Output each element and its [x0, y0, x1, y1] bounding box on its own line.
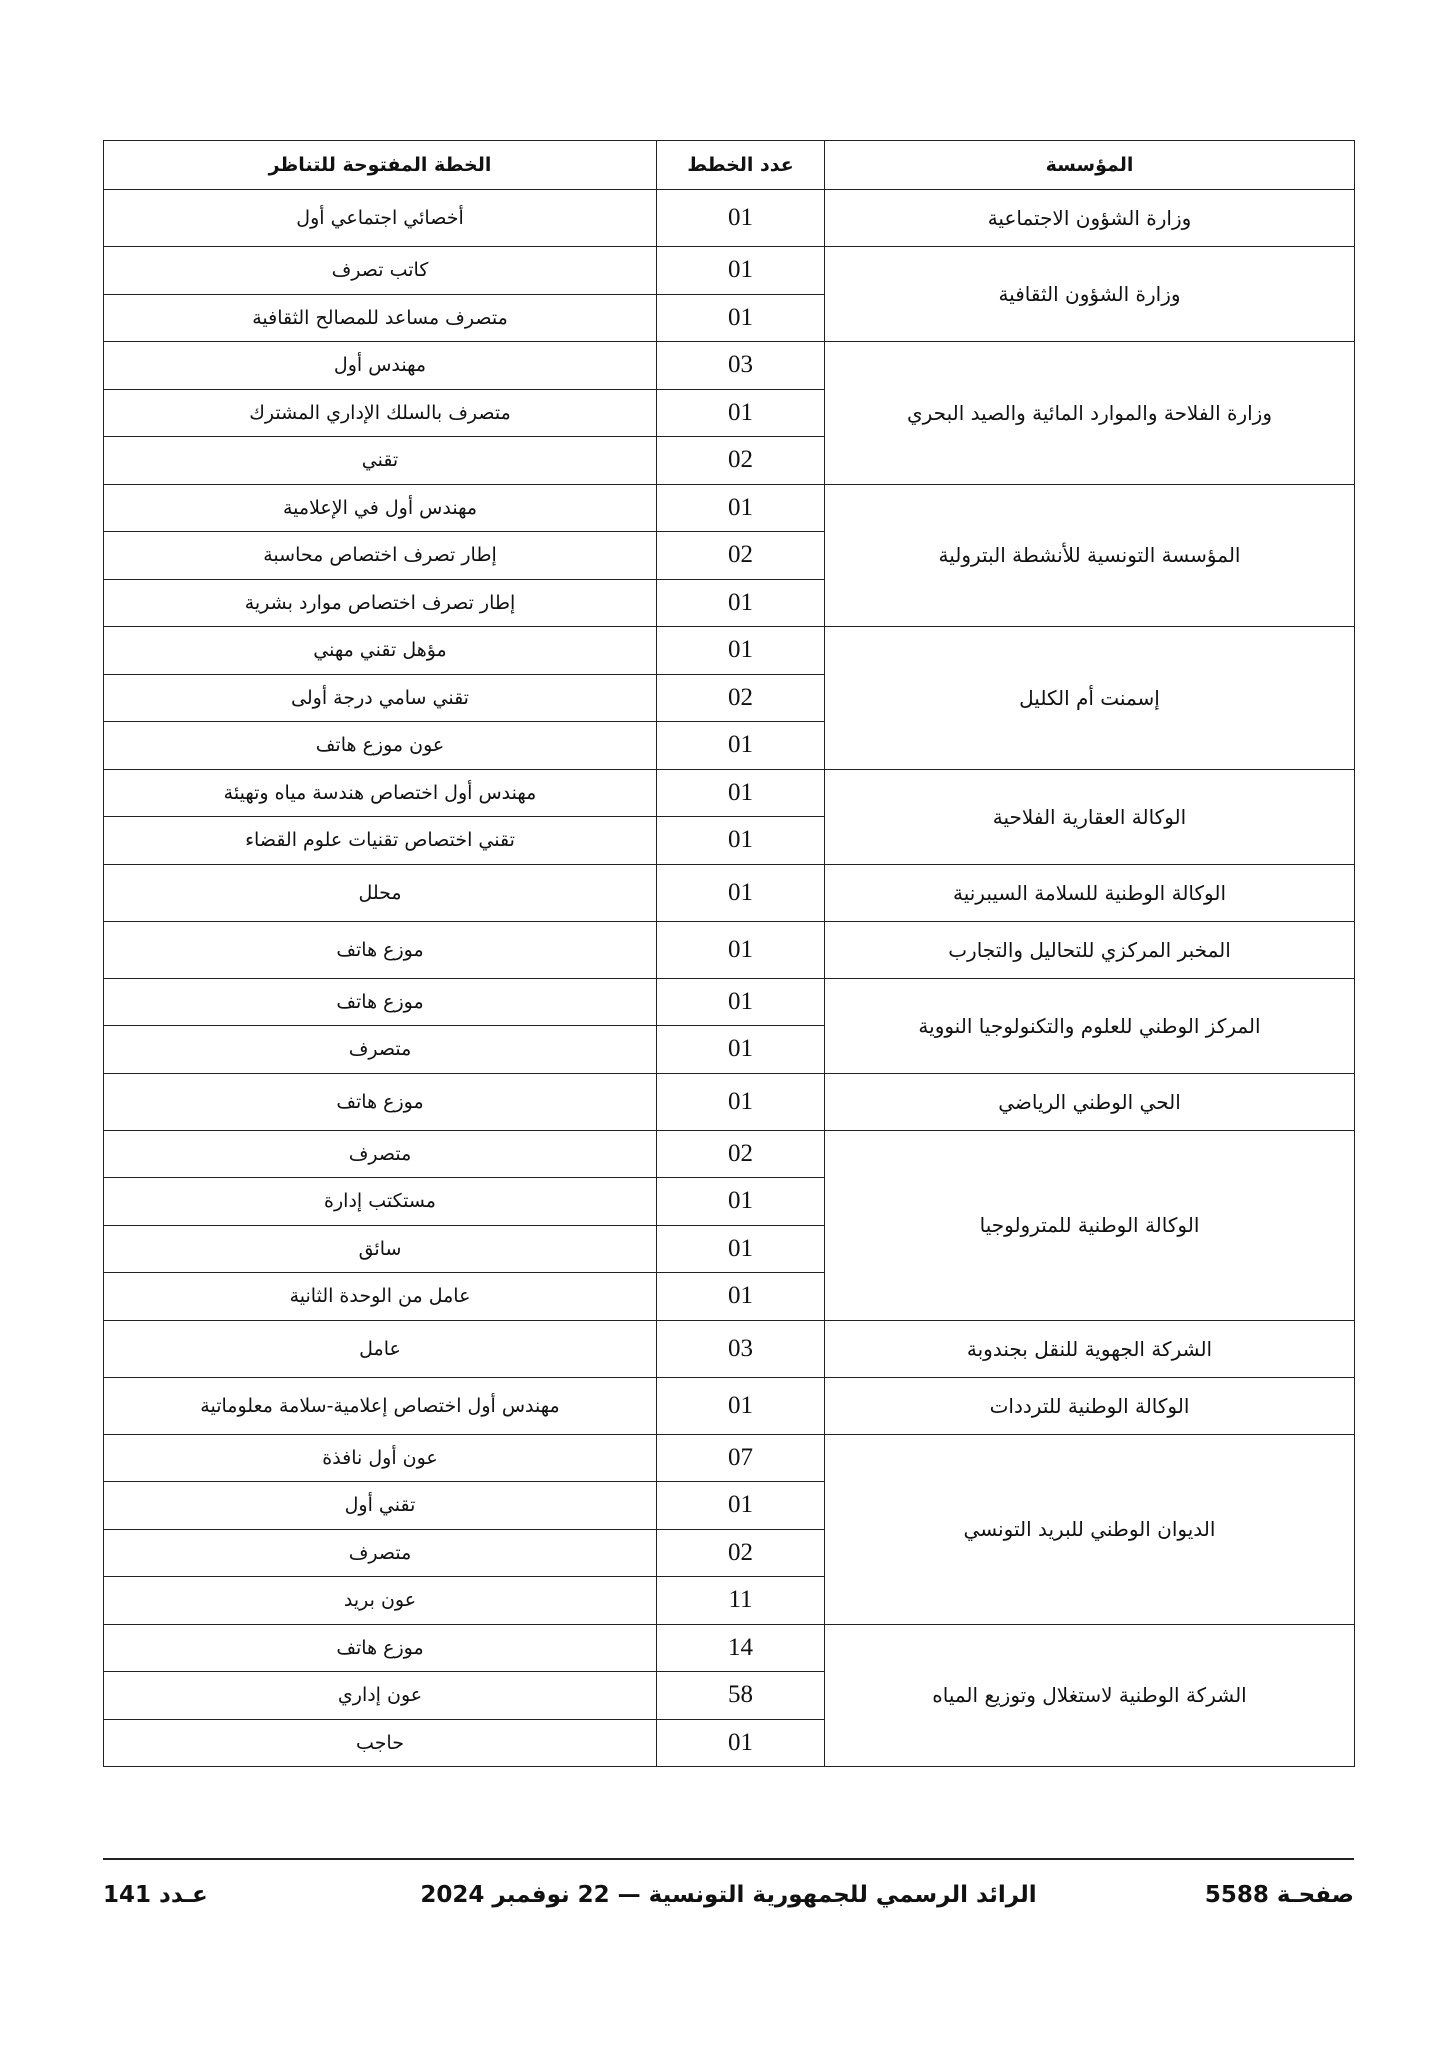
table-row [104, 864, 1355, 921]
count-cell: 01 [657, 389, 825, 437]
position-cell: تقني اختصاص تقنيات علوم القضاء [104, 817, 657, 865]
count-cell: 01 [657, 1482, 825, 1530]
count-cell: 01 [657, 1026, 825, 1074]
count-cell: 02 [657, 1529, 825, 1577]
count-cell: 01 [657, 1073, 825, 1130]
institution-cell: المؤسسة التونسية للأنشطة البترولية [825, 484, 1355, 627]
position-cell: إطار تصرف اختصاص موارد بشرية [104, 579, 657, 627]
position-cell: حاجب [104, 1719, 657, 1767]
count-cell: 01 [657, 190, 825, 247]
count-cell: 01 [657, 247, 825, 295]
count-cell: 01 [657, 1377, 825, 1434]
count-cell: 01 [657, 579, 825, 627]
institution-cell: الوكالة العقارية الفلاحية [825, 769, 1355, 864]
table-row [104, 921, 1355, 978]
position-cell: موزع هاتف [104, 978, 657, 1026]
institution-cell: الشركة الوطنية لاستغلال وتوزيع المياه [825, 1624, 1355, 1767]
institution-cell: الشركة الجهوية للنقل بجندوبة [825, 1320, 1355, 1377]
count-cell: 02 [657, 1130, 825, 1178]
count-cell: 14 [657, 1624, 825, 1672]
position-cell: عون أول نافذة [104, 1434, 657, 1482]
position-cell: أخصائي اجتماعي أول [104, 190, 657, 247]
position-cell: تقني أول [104, 1482, 657, 1530]
institution-cell: وزارة الفلاحة والموارد المائية والصيد البحري [825, 342, 1355, 485]
count-cell: 11 [657, 1577, 825, 1625]
count-cell: 01 [657, 722, 825, 770]
position-cell: عامل من الوحدة الثانية [104, 1273, 657, 1321]
position-cell: موزع هاتف [104, 921, 657, 978]
count-cell: 02 [657, 532, 825, 580]
count-cell: 03 [657, 342, 825, 390]
count-cell: 01 [657, 864, 825, 921]
count-cell: 58 [657, 1672, 825, 1720]
openings-table [103, 140, 1355, 1767]
footer-page-number: صفحـة 5588 [1204, 1882, 1354, 1908]
position-cell: تقني [104, 437, 657, 485]
count-cell: 07 [657, 1434, 825, 1482]
footer-journal-title: الرائد الرسمي للجمهورية التونسية — 22 نوفمبر 2024 [420, 1882, 1037, 1908]
count-cell: 01 [657, 978, 825, 1026]
institution-cell: إسمنت أم الكليل [825, 627, 1355, 770]
position-cell: مستكتب إدارة [104, 1178, 657, 1226]
count-cell: 01 [657, 1719, 825, 1767]
position-cell: سائق [104, 1225, 657, 1273]
position-cell: متصرف [104, 1026, 657, 1074]
institution-cell: الحي الوطني الرياضي [825, 1073, 1355, 1130]
institution-cell: المخبر المركزي للتحاليل والتجارب [825, 921, 1355, 978]
position-cell: مهندس أول اختصاص هندسة مياه وتهيئة [104, 769, 657, 817]
position-cell: متصرف بالسلك الإداري المشترك [104, 389, 657, 437]
count-cell: 01 [657, 817, 825, 865]
count-cell: 01 [657, 627, 825, 675]
count-cell: 01 [657, 294, 825, 342]
position-cell: عون موزع هاتف [104, 722, 657, 770]
table-row [104, 190, 1355, 247]
position-cell: مهندس أول [104, 342, 657, 390]
institution-cell: وزارة الشؤون الاجتماعية [825, 190, 1355, 247]
table-row [104, 342, 1355, 390]
footer-issue-number: عـدد 141 [103, 1882, 208, 1908]
institution-cell: الديوان الوطني للبريد التونسي [825, 1434, 1355, 1624]
count-cell: 01 [657, 769, 825, 817]
table-header-row [104, 141, 1355, 190]
position-cell: عون إداري [104, 1672, 657, 1720]
institution-cell: وزارة الشؤون الثقافية [825, 247, 1355, 342]
institution-cell: الوكالة الوطنية للمترولوجيا [825, 1130, 1355, 1320]
table-row [104, 1377, 1355, 1434]
count-cell: 01 [657, 921, 825, 978]
position-cell: مهندس أول في الإعلامية [104, 484, 657, 532]
institution-cell: الوكالة الوطنية للترددات [825, 1377, 1355, 1434]
table-body [104, 190, 1355, 1767]
table-row [104, 627, 1355, 675]
header-count: عدد الخطط [657, 141, 825, 190]
table-row [104, 484, 1355, 532]
institution-cell: الوكالة الوطنية للسلامة السيبرنية [825, 864, 1355, 921]
table-row [104, 1624, 1355, 1672]
count-cell: 03 [657, 1320, 825, 1377]
table-row [104, 1073, 1355, 1130]
position-cell: مهندس أول اختصاص إعلامية-سلامة معلوماتية [104, 1377, 657, 1434]
position-cell: عامل [104, 1320, 657, 1377]
position-cell: عون بريد [104, 1577, 657, 1625]
count-cell: 01 [657, 1225, 825, 1273]
position-cell: متصرف مساعد للمصالح الثقافية [104, 294, 657, 342]
institution-cell: المركز الوطني للعلوم والتكنولوجيا النووية [825, 978, 1355, 1073]
table-row [104, 1434, 1355, 1482]
position-cell: كاتب تصرف [104, 247, 657, 295]
table-row [104, 769, 1355, 817]
table-row [104, 1320, 1355, 1377]
count-cell: 01 [657, 1178, 825, 1226]
count-cell: 02 [657, 437, 825, 485]
position-cell: متصرف [104, 1130, 657, 1178]
count-cell: 01 [657, 484, 825, 532]
count-cell: 02 [657, 674, 825, 722]
position-cell: موزع هاتف [104, 1624, 657, 1672]
header-position: الخطة المفتوحة للتناظر [104, 141, 657, 190]
position-cell: متصرف [104, 1529, 657, 1577]
count-cell: 01 [657, 1273, 825, 1321]
table-row [104, 978, 1355, 1026]
position-cell: إطار تصرف اختصاص محاسبة [104, 532, 657, 580]
position-cell: محلل [104, 864, 657, 921]
position-cell: مؤهل تقني مهني [104, 627, 657, 675]
position-cell: موزع هاتف [104, 1073, 657, 1130]
page-footer [103, 1858, 1354, 1908]
table-row [104, 1130, 1355, 1178]
table-row [104, 247, 1355, 295]
position-cell: تقني سامي درجة أولى [104, 674, 657, 722]
header-institution: المؤسسة [825, 141, 1355, 190]
